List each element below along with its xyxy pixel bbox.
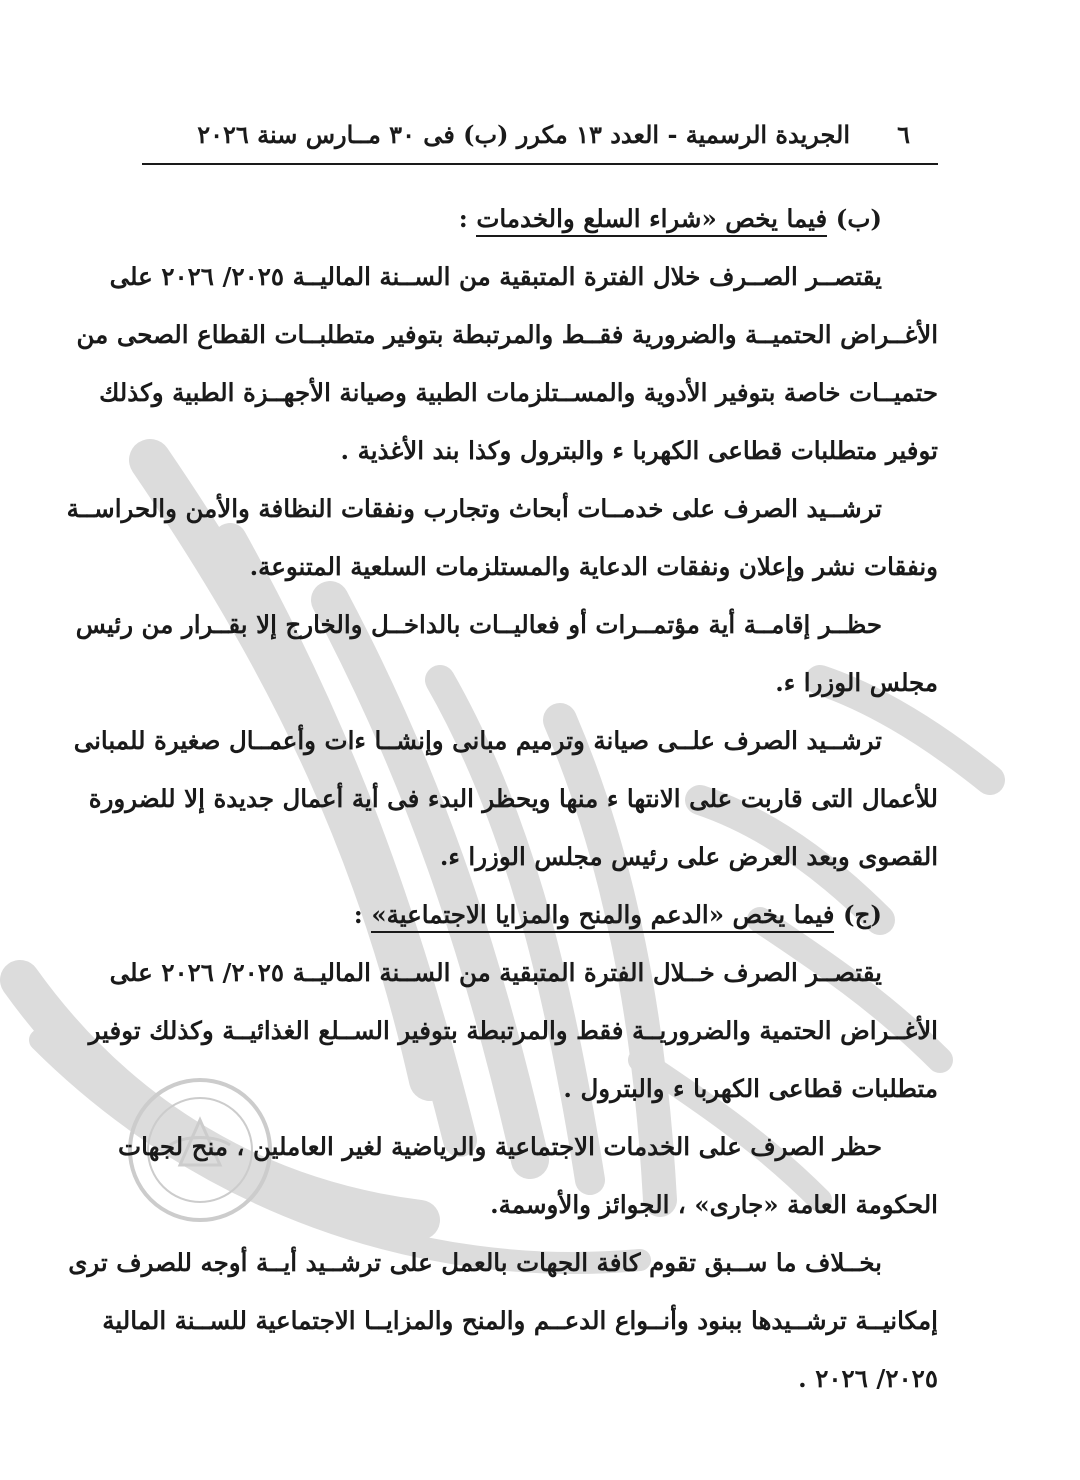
section-c-heading — [142, 886, 938, 944]
paragraph-line: توفير متطلبات قطاعى الكهربا ء والبترول وكذا بند الأغذية . — [340, 436, 938, 465]
paragraph-line: ترشــيد الصرف على خدمــات أبحاث وتجارب ونفقات النظافة والأمن والحراســة — [66, 494, 882, 523]
page-number: ٦ — [897, 120, 910, 149]
paragraph-line: الحكومة العامة «جارى» ، الجوائز والأوسمة. — [490, 1190, 938, 1219]
paragraph-line: القصوى وبعد العرض على رئيس مجلس الوزرا ء. — [439, 842, 938, 871]
paragraph-line: مجلس الوزرا ء. — [775, 668, 938, 697]
gazette-title: الجريدة الرسمية - العدد ١٣ مكرر (ب) فى ٣٠ مــارس سنة ٢٠٢٦ — [197, 120, 850, 149]
section-b-title: فيما يخص «شراء السلع والخدمات — [476, 204, 827, 237]
paragraph-line: الأغــراض الحتمية والضروريــة فقط والمرتبطة بتوفير الســلع الغذائيــة وكذلك توفير — [88, 1016, 938, 1045]
paragraph-line: إمكانيــة ترشــيدها ببنود وأنــواع الدعــم والمنح والمزايــا الاجتماعية للســنة المالية — [102, 1306, 938, 1335]
section-c-title: فيما يخص «الدعم والمنح والمزايا الاجتماعية» — [371, 900, 834, 933]
paragraph-line: ترشــيد الصرف علــى صيانة وترميم مبانى وإنشــا ءات وأعمــال صغيرة للمبانى — [73, 726, 882, 755]
paragraph-line: متطلبات قطاعى الكهربا ء والبترول . — [563, 1074, 938, 1103]
paragraph-line: ٢٠٢٥/ ٢٠٢٦ . — [798, 1364, 938, 1393]
paragraph-3 — [75, 596, 938, 712]
paragraph-4 — [73, 712, 938, 886]
document-body — [66, 190, 938, 1408]
paragraph-line: حظر الصرف على الخدمات الاجتماعية والرياضية لغير العاملين ، منح لجهات — [118, 1132, 882, 1161]
section-b-heading — [142, 190, 938, 248]
paragraph-6 — [118, 1118, 938, 1234]
paragraph-line: حظــر إقامــة أية مؤتمــرات أو فعاليــات بالداخــل والخارج إلا بقــرار من رئيس — [75, 610, 882, 639]
paragraph-line: ونفقات نشر وإعلان ونفقات الدعاية والمستلزمات السلعية المتنوعة. — [249, 552, 938, 581]
paragraph-7 — [68, 1234, 938, 1408]
paragraph-2 — [66, 480, 938, 596]
section-c-label: (ج) — [843, 900, 882, 929]
section-b-label: (ب) — [835, 204, 882, 233]
paragraph-line: يقتصــر الصرف خــلال الفترة المتبقية من الســنة الماليــة ٢٠٢٥/ ٢٠٢٦ على — [109, 958, 882, 987]
paragraph-line: بخــلاف ما ســبق تقوم كافة الجهات بالعمل على ترشــيد أيــة أوجه للصرف ترى — [68, 1248, 882, 1277]
paragraph-line: يقتصــر الصــرف خلال الفترة المتبقية من الســنة الماليــة ٢٠٢٥/ ٢٠٢٦ على — [109, 262, 882, 291]
section-b-colon: : — [458, 204, 468, 233]
paragraph-line: حتميــات خاصة بتوفير الأدوية والمســتلزمات الطبية وصيانة الأجهــزة الطبية وكذلك — [99, 378, 938, 407]
section-c-colon: : — [353, 900, 363, 929]
paragraph-line: الأغــراض الحتميــة والضرورية فقــط والمرتبطة بتوفير متطلبــات القطاع الصحى من — [76, 320, 938, 349]
paragraph-1 — [76, 248, 938, 480]
paragraph-line: للأعمال التى قاربت على الانتها ء منها ويحظر البدء فى أية أعمال جديدة إلا للضرورة — [88, 784, 938, 813]
paragraph-5 — [88, 944, 938, 1118]
header-divider — [142, 163, 938, 165]
page-header — [142, 112, 938, 156]
